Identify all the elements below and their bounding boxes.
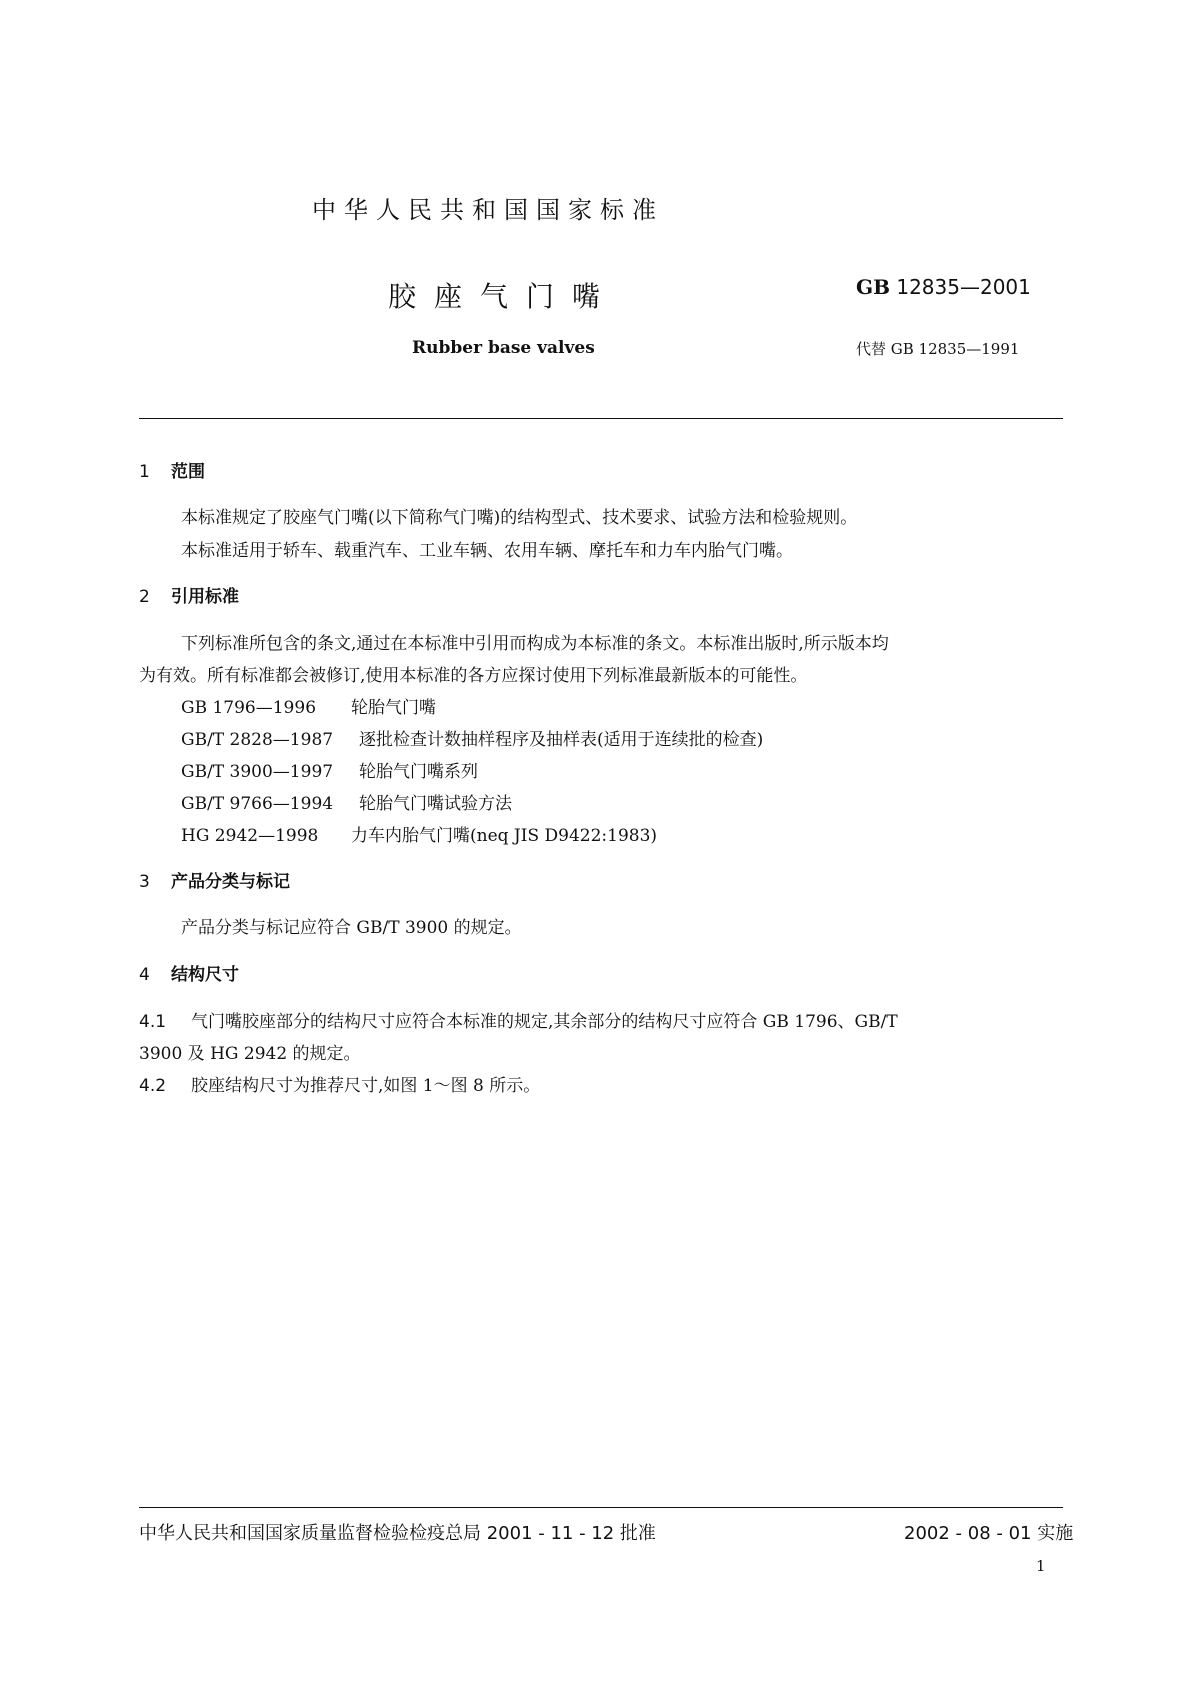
reference-item <box>181 725 763 750</box>
reference-title: 逐批检查计数抽样程序及抽样表(适用于连续批的检查) <box>359 730 764 750</box>
section-number: 4 <box>139 965 150 985</box>
clause-4-1-line-2: 3900 及 HG 2942 的规定。 <box>139 1044 361 1064</box>
section-1-paragraph-1: 本标准规定了胶座气门嘴(以下简称气门嘴)的结构型式、技术要求、试验方法和检验规则。 <box>181 508 858 528</box>
reference-code: HG 2942—1998 <box>181 826 319 846</box>
section-number: 3 <box>139 872 150 892</box>
footer-rule <box>139 1507 1063 1508</box>
section-3-heading <box>139 867 290 892</box>
section-title: 结构尺寸 <box>171 965 239 985</box>
reference-item <box>181 757 478 782</box>
reference-title: 轮胎气门嘴 <box>351 698 436 718</box>
replaces-standard: 代替 GB 12835—1991 <box>856 340 1020 358</box>
effective-date: 2002 - 08 - 01 实施 <box>904 1523 1074 1544</box>
section-title: 范围 <box>171 462 205 482</box>
section-title: 产品分类与标记 <box>171 872 290 892</box>
reference-title: 轮胎气门嘴试验方法 <box>359 794 512 814</box>
approval-statement: 中华人民共和国国家质量监督检验检疫总局 2001 - 11 - 12 批准 <box>139 1523 656 1544</box>
section-number: 2 <box>139 587 150 607</box>
clause-number: 4.2 <box>139 1076 167 1096</box>
reference-code: GB/T 3900—1997 <box>181 762 334 782</box>
standard-prefix: GB <box>856 275 890 299</box>
header-rule <box>139 418 1063 419</box>
reference-code: GB/T 2828—1987 <box>181 730 334 750</box>
reference-item <box>181 789 512 814</box>
page-number: 1 <box>1036 1557 1046 1575</box>
reference-item <box>181 821 657 846</box>
section-1-heading <box>139 457 205 482</box>
reference-title: 力车内胎气门嘴(neq JIS D9422:1983) <box>351 826 658 846</box>
standard-number <box>856 275 1031 299</box>
clause-text: 气门嘴胶座部分的结构尺寸应符合本标准的规定,其余部分的结构尺寸应符合 GB 1796、GB/T <box>191 1012 898 1032</box>
reference-item <box>181 693 436 718</box>
section-1-paragraph-2: 本标准适用于轿车、载重汽车、工业车辆、农用车辆、摩托车和力车内胎气门嘴。 <box>181 541 793 561</box>
document-title-cn: 胶座气门嘴 <box>388 280 619 313</box>
clause-text: 胶座结构尺寸为推荐尺寸,如图 1～图 8 所示。 <box>191 1076 541 1096</box>
clause-4-2 <box>139 1071 540 1096</box>
section-2-paragraph-line-1: 下列标准所包含的条文,通过在本标准中引用而构成为本标准的条文。本标准出版时,所示版本均 <box>181 634 889 654</box>
reference-title: 轮胎气门嘴系列 <box>359 762 478 782</box>
section-2-paragraph-line-2: 为有效。所有标准都会被修订,使用本标准的各方应探讨使用下列标准最新版本的可能性。 <box>139 666 808 686</box>
clause-number: 4.1 <box>139 1012 167 1032</box>
section-title: 引用标准 <box>171 587 239 607</box>
standard-category: 中华人民共和国国家标准 <box>312 196 664 224</box>
section-2-heading <box>139 582 239 607</box>
reference-code: GB 1796—1996 <box>181 698 317 718</box>
clause-4-1-line-1 <box>139 1007 898 1032</box>
section-3-paragraph: 产品分类与标记应符合 GB/T 3900 的规定。 <box>181 918 522 938</box>
reference-code: GB/T 9766—1994 <box>181 794 334 814</box>
standard-number-value: 12835—2001 <box>896 275 1031 299</box>
section-number: 1 <box>139 462 150 482</box>
section-4-heading <box>139 960 239 985</box>
document-title-en: Rubber base valves <box>412 338 595 358</box>
